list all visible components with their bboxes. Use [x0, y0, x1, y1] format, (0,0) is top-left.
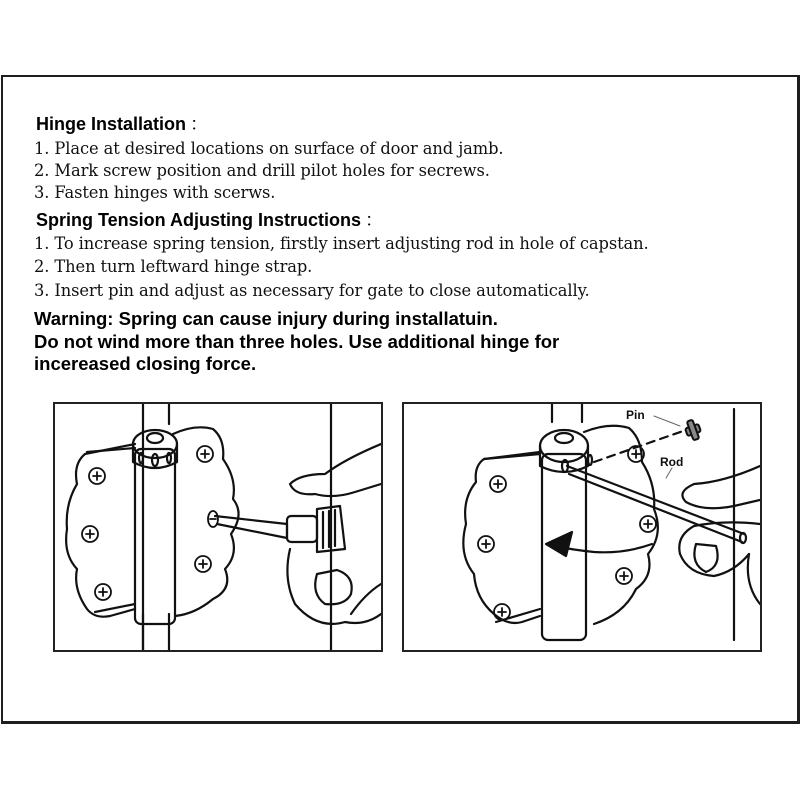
- illustration-adjust-spring-tension: [402, 402, 762, 652]
- section-heading-hinge-installation: [36, 110, 208, 136]
- heading-text: Spring Tension Adjusting Instructions: [36, 210, 361, 230]
- rod-label: Rod: [660, 455, 684, 469]
- install-step-3: 3. Fasten hinges with scerws.: [34, 183, 276, 202]
- hinge-rod-pin-drawing: [404, 404, 760, 650]
- tension-step-2: 2. Then turn leftward hinge strap.: [34, 257, 313, 276]
- hinge-screwdriver-drawing: [55, 404, 381, 650]
- section-heading-spring-tension: [36, 206, 383, 232]
- warning-line-2: Do not wind more than three holes. Use additional hinge for: [34, 331, 560, 352]
- heading-colon: ：: [190, 114, 209, 134]
- tension-step-1: 1. To increase spring tension, firstly insert adjusting rod in hole of capstan.: [34, 234, 649, 253]
- warning-line-1: Warning: Spring can cause injury during installatuin.: [34, 308, 498, 329]
- install-step-2: 2. Mark screw position and drill pilot holes for secrews.: [34, 161, 490, 180]
- pin-label: Pin: [626, 408, 645, 422]
- tension-step-3: 3. Insert pin and adjust as necessary for gate to close automatically.: [34, 281, 590, 300]
- warning-line-3: incereased closing force.: [34, 353, 257, 374]
- illustration-drill-pilot-holes: [53, 402, 383, 652]
- heading-text: Hinge Installation: [36, 114, 187, 134]
- install-step-1: 1. Place at desired locations on surface of door and jamb.: [34, 139, 504, 158]
- heading-colon: ：: [365, 210, 383, 230]
